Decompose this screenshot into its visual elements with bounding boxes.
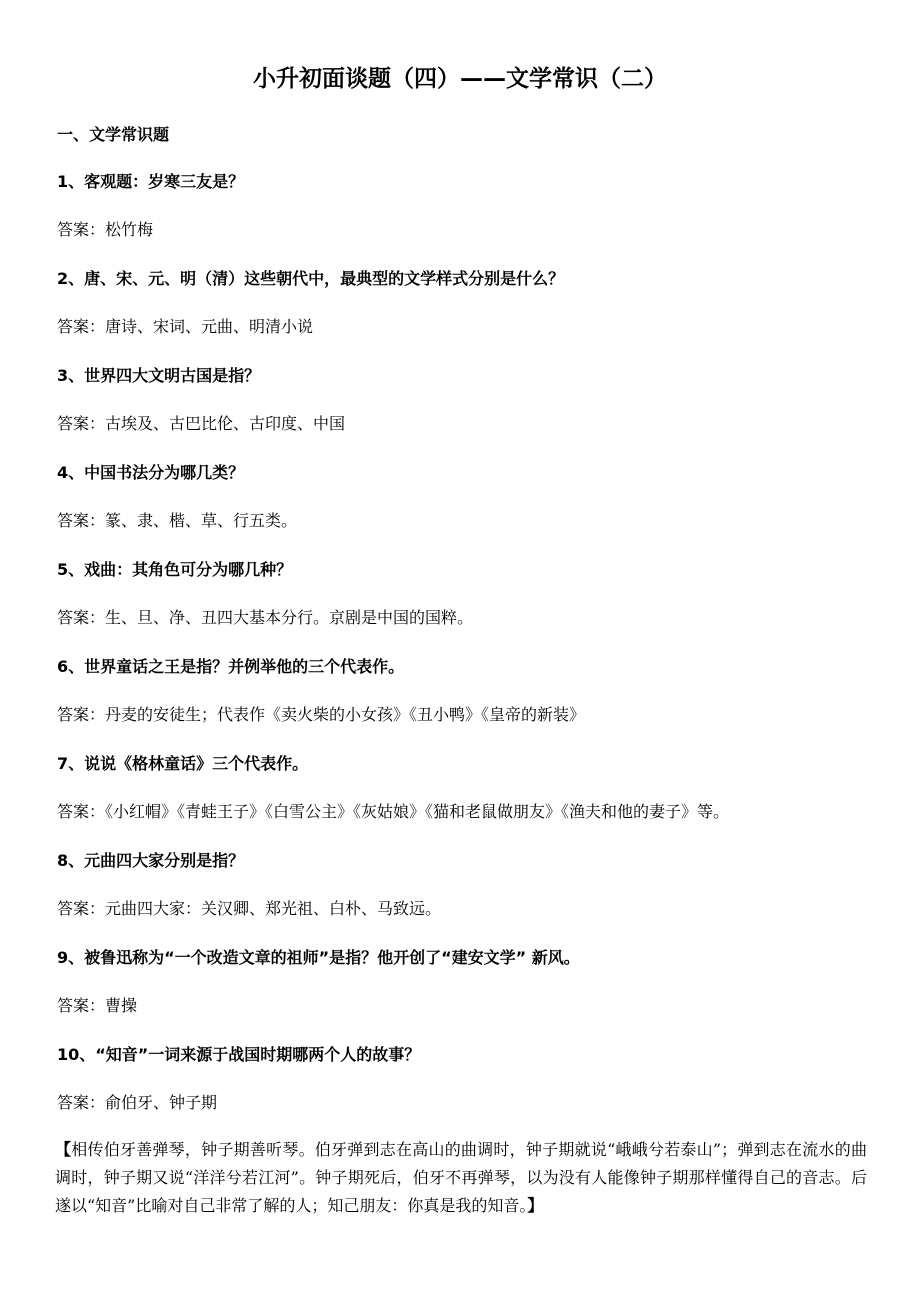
question-4: 4、中国书法分为哪几类？: [57, 463, 245, 482]
question-2: 2、唐、宋、元、明（清）这些朝代中，最典型的文学样式分别是什么？: [57, 269, 565, 288]
story-note: [55, 1136, 867, 1220]
answer-10: 答案：俞伯牙、钟子期: [57, 1093, 218, 1112]
answer-7: 答案：《小红帽》《青蛙王子》《白雪公主》《灰姑娘》《猫和老鼠做朋友》《渔夫和他的妻子》等。: [57, 802, 730, 821]
answer-2: 答案：唐诗、宋词、元曲、明清小说: [57, 317, 314, 336]
question-9: 9、被鲁迅称为“一个改造文章的祖师”是指？他开创了“建安文学” 新风。: [57, 948, 580, 967]
note-open-bracket: 【: [55, 1140, 72, 1159]
answer-4: 答案：篆、隶、楷、草、行五类。: [57, 511, 298, 530]
note-close-bracket: 】: [527, 1196, 544, 1215]
section-heading: 一、文学常识题: [57, 125, 170, 144]
answer-3: 答案：古埃及、古巴比伦、古印度、中国: [57, 414, 346, 433]
question-1: 1、客观题：岁寒三友是？: [57, 172, 245, 191]
answer-1: 答案：松竹梅: [57, 220, 154, 239]
question-10: 10、“知音”一词来源于战国时期哪两个人的故事？: [57, 1045, 421, 1064]
answer-6: 答案：丹麦的安徒生；代表作《卖火柴的小女孩》《丑小鸭》《皇帝的新装》: [57, 705, 586, 724]
page-title: 小升初面谈题（四）——文学常识（二）: [253, 66, 667, 92]
answer-8: 答案：元曲四大家：关汉卿、郑光祖、白朴、马致远。: [57, 899, 442, 918]
question-3: 3、世界四大文明古国是指？: [57, 366, 261, 385]
note-text: 相传伯牙善弹琴，钟子期善听琴。伯牙弹到志在高山的曲调时，钟子期就说“峨峨兮若泰山”；弹到志在流水的曲调时，钟子期又说“洋洋兮若江河”。钟子期死后，伯牙不再弹琴，以为没有人能像钟子期那样懂得自己的音志。后遂以“知音”比喻对自己非常了解的人；知己朋友：你真是我的知音。: [55, 1140, 867, 1215]
answer-9: 答案：曹操: [57, 996, 138, 1015]
question-5: 5、戏曲：其角色可分为哪几种？: [57, 560, 293, 579]
question-7: 7、说说《格林童话》三个代表作。: [57, 754, 309, 773]
question-6: 6、世界童话之王是指？并例举他的三个代表作。: [57, 657, 405, 676]
qa-list: [57, 170, 877, 1140]
question-8: 8、元曲四大家分别是指？: [57, 851, 245, 870]
answer-5: 答案：生、旦、净、丑四大基本分行。京剧是中国的国粹。: [57, 608, 474, 627]
